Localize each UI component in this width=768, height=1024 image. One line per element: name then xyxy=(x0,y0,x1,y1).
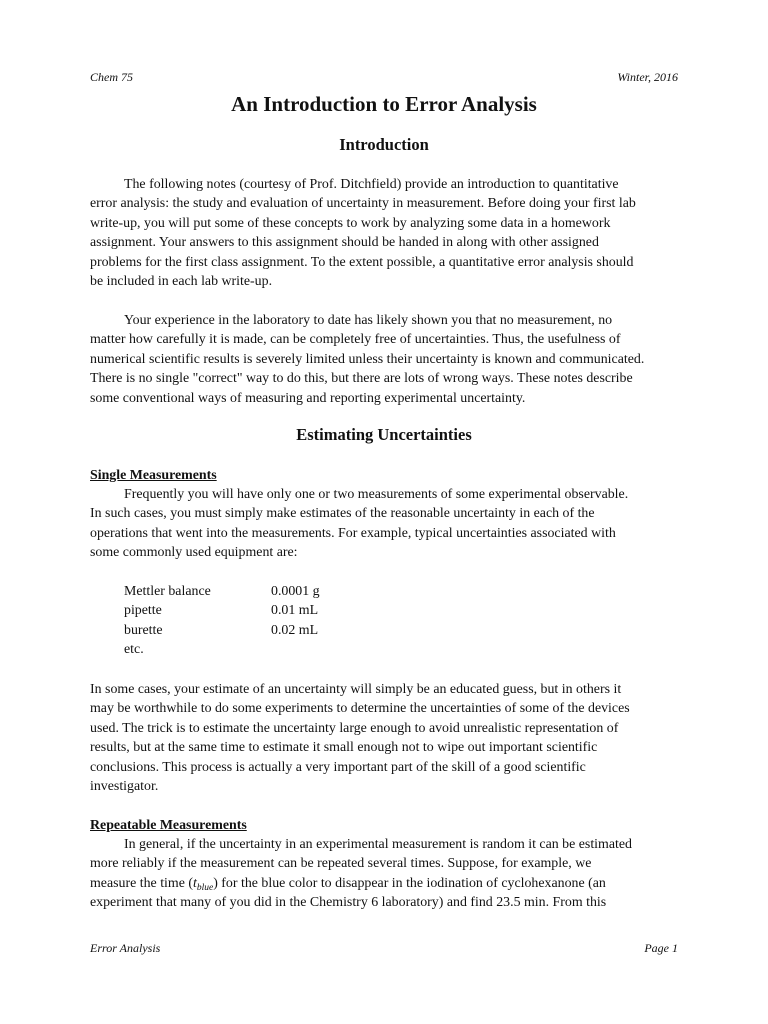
text-line: matter how carefully it is made, can be completely free of uncertainties. Thus, the usefulness of xyxy=(90,332,621,348)
text-line: write-up, you will put some of these concepts to work by analyzing some data in a homework xyxy=(90,215,611,231)
equipment-name: burette xyxy=(124,622,163,638)
equipment-uncertainty: 0.0001 g xyxy=(271,584,320,599)
text-line: There is no single "correct" way to do this, but there are lots of wrong ways. These notes describe xyxy=(90,371,633,387)
text-line: In general, if the uncertainty in an experimental measurement is random it can be estimated xyxy=(124,837,632,852)
text-line xyxy=(90,874,678,893)
header-term: Winter, 2016 xyxy=(617,70,678,84)
variable-t-blue xyxy=(193,876,213,891)
text-line: used. The trick is to estimate the uncertainty large enough to avoid unrealistic representation of xyxy=(90,720,619,736)
variable-subscript: blue xyxy=(196,882,214,893)
section-heading-estimating-uncertainties: Estimating Uncertainties xyxy=(296,425,472,444)
text-line: operations that went into the measurements. For example, typical uncertainties associated with xyxy=(90,525,616,541)
single-paragraph-2 xyxy=(90,680,678,796)
text-fragment: measure the time ( xyxy=(90,875,193,891)
equipment-name: Mettler balance xyxy=(124,584,211,599)
equipment-row xyxy=(124,621,320,640)
text-line: numerical scientific results is severely limited unless their uncertainty is known and communicated. xyxy=(90,351,645,367)
equipment-row xyxy=(124,601,320,620)
equipment-name: pipette xyxy=(124,603,162,619)
equipment-uncertainty-list xyxy=(124,582,320,660)
text-line: In such cases, you must simply make estimates of the reasonable uncertainty in each of the xyxy=(90,506,595,522)
footer-page-number: Page 1 xyxy=(644,941,678,955)
text-line: experiment that many of you did in the Chemistry 6 laboratory) and find 23.5 min. From this xyxy=(90,895,607,911)
text-line: Frequently you will have only one or two measurements of some experimental observable. xyxy=(124,487,629,502)
text-line: In some cases, your estimate of an uncertainty will simply be an educated guess, but in others it xyxy=(90,682,622,697)
equipment-row xyxy=(124,582,320,601)
variable-symbol: t xyxy=(192,875,197,891)
text-line: Your experience in the laboratory to date has likely shown you that no measurement, no xyxy=(124,313,613,328)
text-line: The following notes (courtesy of Prof. Ditchfield) provide an introduction to quantitative xyxy=(124,177,619,192)
header-course: Chem 75 xyxy=(90,70,133,84)
single-paragraph-1 xyxy=(90,485,678,563)
equipment-uncertainty: 0.01 mL xyxy=(271,603,319,619)
text-line: conclusions. This process is actually a very important part of the skill of a good scientific xyxy=(90,759,586,775)
text-line: problems for the first class assignment. To the extent possible, a quantitative error analysis should xyxy=(90,254,634,270)
text-line: error analysis: the study and evaluation of uncertainty in measurement. Before doing your first lab xyxy=(90,196,636,212)
text-line: some commonly used equipment are: xyxy=(90,545,298,561)
intro-paragraph-2 xyxy=(90,311,678,408)
text-line: more reliably if the measurement can be repeated several times. Suppose, for example, we xyxy=(90,856,592,872)
equipment-uncertainty: 0.02 mL xyxy=(271,622,319,638)
text-fragment: ) for the blue color to disappear in the iodination of cyclohexanone (an xyxy=(213,875,606,891)
text-line: investigator. xyxy=(90,779,159,795)
subheading-single-measurements: Single Measurements xyxy=(90,468,217,483)
subheading-repeatable-measurements: Repeatable Measurements xyxy=(90,818,247,833)
text-line: may be worthwhile to do some experiments to determine the uncertainties of some of the devices xyxy=(90,701,630,717)
text-line: assignment. Your answers to this assignment should be handed in along with other assigned xyxy=(90,235,599,251)
text-line: be included in each lab write-up. xyxy=(90,274,273,290)
text-line: some conventional ways of measuring and reporting experimental uncertainty. xyxy=(90,390,526,406)
equipment-row xyxy=(124,640,320,659)
document-title: An Introduction to Error Analysis xyxy=(231,92,537,116)
repeatable-paragraph xyxy=(90,835,678,913)
text-line: results, but at the same time to estimate it small enough not to wipe out important scientific xyxy=(90,740,598,756)
footer-document-name: Error Analysis xyxy=(90,941,161,955)
equipment-name: etc. xyxy=(124,642,144,658)
intro-paragraph-1 xyxy=(90,175,678,291)
section-heading-introduction: Introduction xyxy=(339,135,429,154)
